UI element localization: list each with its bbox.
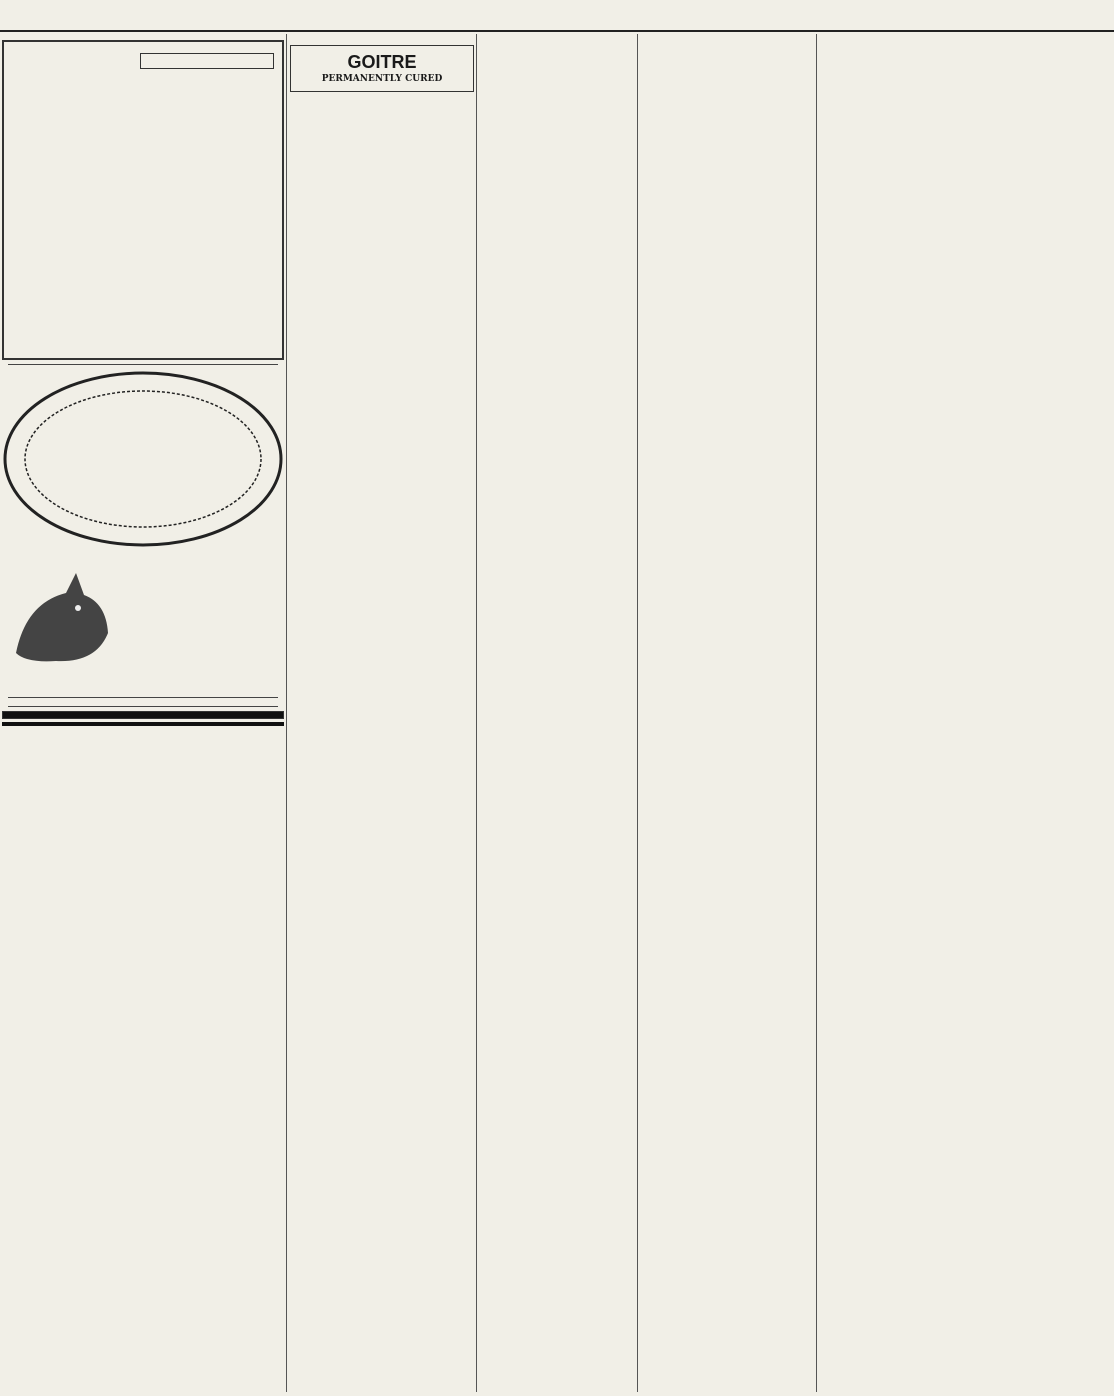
masthead bbox=[0, 14, 1114, 32]
column-rugby-sporting bbox=[641, 34, 814, 1392]
rash-heading bbox=[2, 711, 284, 719]
column-football-2 bbox=[480, 34, 635, 1392]
goitre-ad: GOITRE PERMANENTLY CURED bbox=[290, 45, 474, 92]
column-rule bbox=[816, 34, 817, 1392]
column-rule bbox=[476, 34, 477, 1392]
column-football bbox=[290, 34, 474, 1392]
dunlops-ad bbox=[2, 369, 284, 549]
column-rule bbox=[637, 34, 638, 1392]
cuticura-tail bbox=[2, 722, 284, 726]
column-right bbox=[820, 34, 1112, 1392]
ford-book-ad bbox=[2, 40, 284, 360]
column-ads-left bbox=[2, 34, 284, 1392]
column-rule bbox=[286, 34, 287, 1392]
fox-icon bbox=[6, 563, 116, 673]
tyre-illustration bbox=[2, 369, 284, 549]
furs-ad bbox=[2, 553, 284, 693]
